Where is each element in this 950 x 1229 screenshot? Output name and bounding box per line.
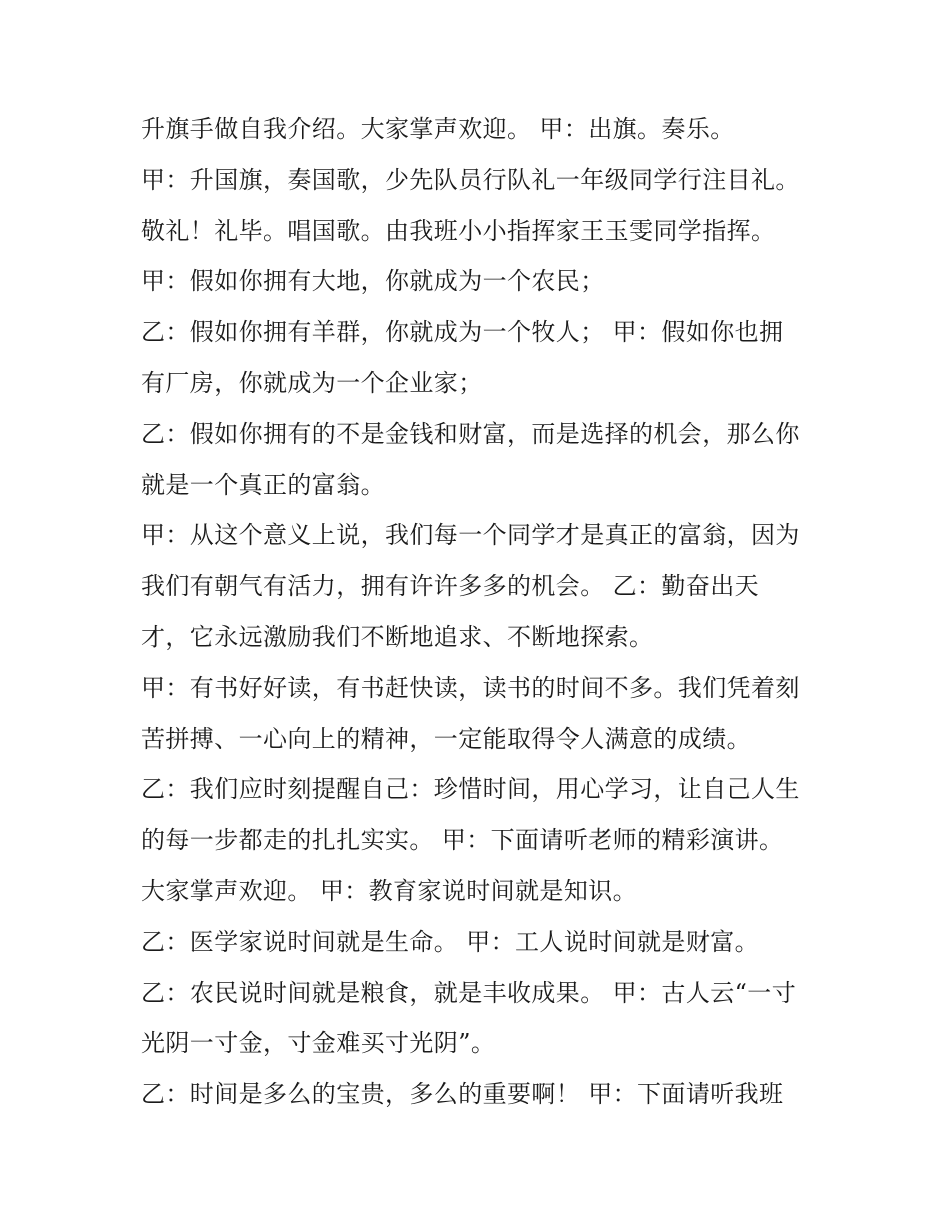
text-line: 乙：医学家说时间就是生命。 甲：工人说时间就是财富。 — [141, 927, 760, 956]
text-line: 甲：假如你拥有大地，你就成为一个农民； — [141, 267, 605, 296]
text-line: 就是一个真正的富翁。 — [141, 470, 385, 499]
text-line: 才，它永远激励我们不断地追求、不断地探索。 — [141, 622, 654, 651]
script-text — [141, 104, 831, 1120]
text-line: 升旗手做自我介绍。大家掌声欢迎。 甲：出旗。奏乐。 — [141, 115, 735, 143]
text-line: 乙：假如你拥有的不是金钱和财富，而是选择的机会，那么你 — [141, 419, 800, 448]
text-line: 乙：我们应时刻提醒自己：珍惜时间，用心学习，让自己人生 — [141, 775, 800, 804]
text-line: 敬礼！礼毕。唱国歌。由我班小小指挥家王玉雯同学指挥。 — [141, 216, 776, 245]
text-line: 甲：从这个意义上说，我们每一个同学才是真正的富翁，因为 — [141, 521, 800, 550]
text-line: 甲：有书好好读，有书赶快读，读书的时间不多。我们凭着刻 — [141, 673, 800, 702]
text-line: 光阴一寸金，寸金难买寸光阴”。 — [141, 1029, 496, 1058]
text-line: 乙：假如你拥有羊群，你就成为一个牧人； 甲：假如你也拥 — [141, 318, 784, 347]
text-line: 大家掌声欢迎。 甲：教育家说时间就是知识。 — [141, 876, 638, 905]
text-line: 乙：农民说时间就是粮食，就是丰收成果。 甲：古人云“一寸 — [141, 978, 797, 1007]
text-line: 有厂房，你就成为一个企业家； — [141, 368, 483, 397]
text-line: 我们有朝气有活力，拥有许许多多的机会。 乙：勤奋出天 — [141, 572, 760, 601]
text-line: 的每一步都走的扎扎实实。 甲：下面请听老师的精彩演讲。 — [141, 826, 784, 855]
text-line: 乙：时间是多么的宝贵，多么的重要啊！ 甲：下面请听我班 — [141, 1080, 784, 1109]
text-line: 甲：升国旗，奏国歌，少先队员行队礼一年级同学行注目礼。 — [141, 165, 800, 194]
text-line: 苦拼搏、一心向上的精神，一定能取得令人满意的成绩。 — [141, 724, 751, 753]
